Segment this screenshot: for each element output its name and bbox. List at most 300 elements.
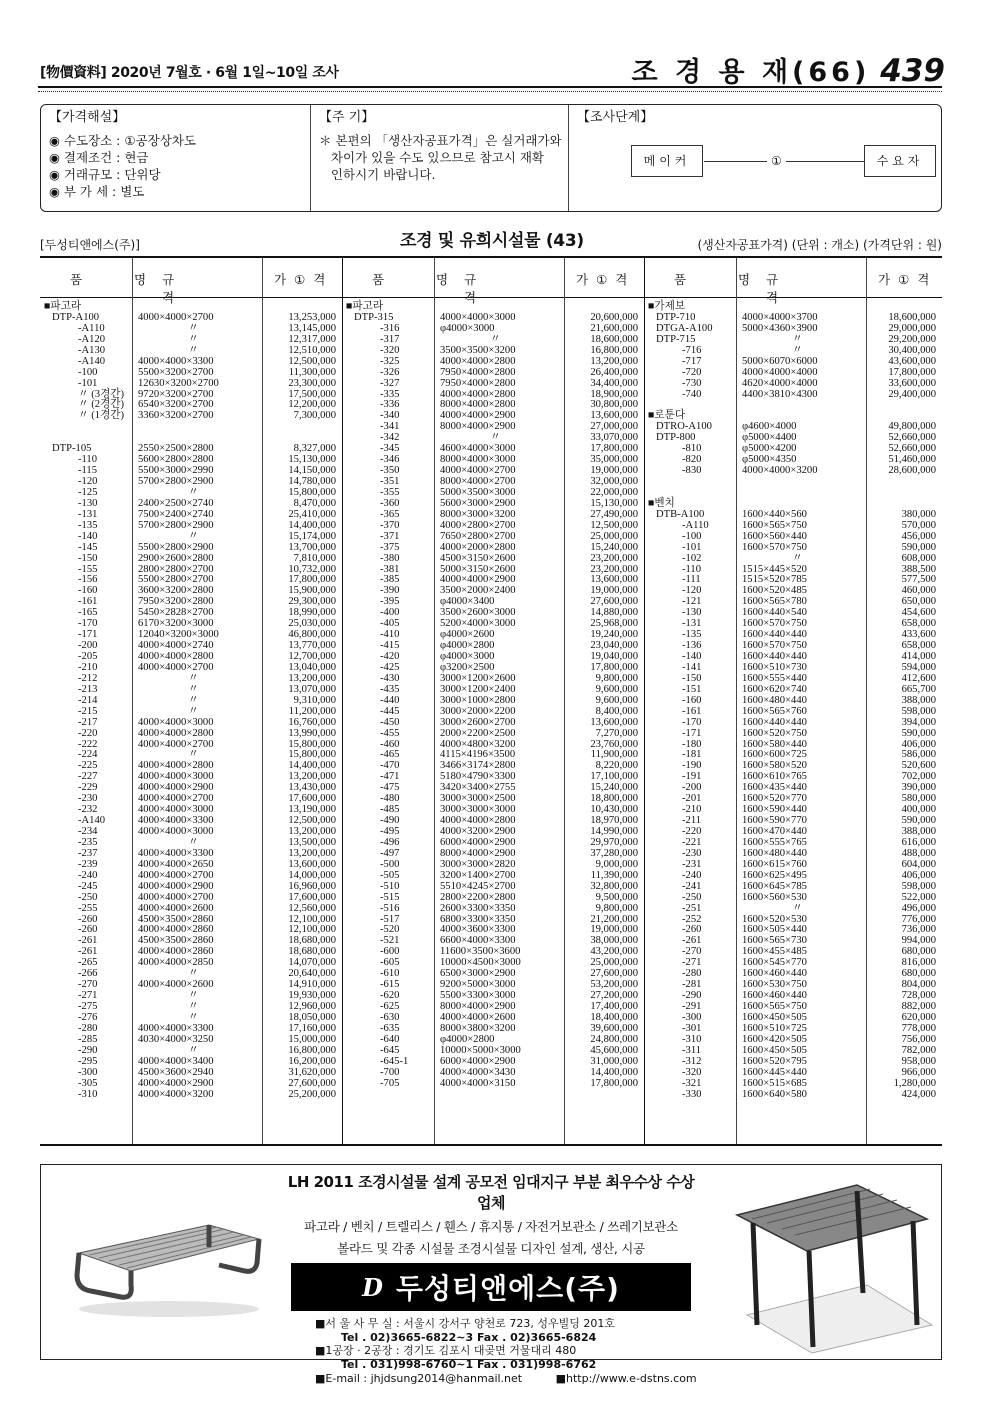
spec-cell: 9720×3200×2700 <box>138 388 214 400</box>
model-cell: -445 <box>380 705 400 717</box>
table-row <box>40 379 342 390</box>
model-cell: -350 <box>380 465 400 477</box>
price-cell: 29,200,000 <box>888 333 936 345</box>
model-cell: -326 <box>380 366 400 378</box>
spec-cell: 〃 <box>188 990 199 1002</box>
survey-stage-title: 【조사단계】 <box>577 110 654 125</box>
spec-cell: 1600×440×540 <box>742 607 807 619</box>
table-row <box>342 1057 644 1068</box>
price-cell: 13,500,000 <box>288 836 336 848</box>
model-cell: -130 <box>78 497 98 509</box>
model-cell: -A140 <box>78 355 106 367</box>
header-issue-info: [物價資料] 2020년 7월호 · 6월 1일~10일 조사 <box>40 65 339 81</box>
model-cell: -151 <box>682 683 702 695</box>
model-cell: -A140 <box>78 815 106 827</box>
table-row <box>342 882 644 893</box>
spec-cell: 1600×440×440 <box>742 716 807 728</box>
price-cell: 13,040,000 <box>288 661 336 673</box>
model-cell: -490 <box>380 815 400 827</box>
advertisement <box>40 1164 942 1385</box>
price-cell: 30,800,000 <box>590 399 638 411</box>
model-cell: -600 <box>380 946 400 958</box>
spec-cell: 〃 <box>188 694 199 706</box>
stage-marker: ① <box>767 153 786 170</box>
model-cell: -380 <box>380 552 400 564</box>
model-cell: -261 <box>78 935 98 947</box>
price-cell: 570,000 <box>901 519 936 531</box>
price-cell: 13,600,000 <box>590 574 638 586</box>
category-title: 조 경 용 재(66) <box>631 57 871 88</box>
spec-cell: 1600×565×750 <box>742 519 807 531</box>
price-cell: 15,900,000 <box>288 585 336 597</box>
model-cell: -205 <box>78 651 98 662</box>
price-cell: 958,000 <box>901 1055 936 1067</box>
price-cell: 32,800,000 <box>590 880 638 892</box>
price-cell: 594,000 <box>901 661 936 673</box>
model-cell: ■파고라 <box>44 301 82 312</box>
spec-cell: 5180×4790×3300 <box>440 771 516 783</box>
spec-cell: 〃 <box>792 552 803 564</box>
model-cell: -305 <box>78 1077 98 1089</box>
price-cell: 412,600 <box>901 672 936 684</box>
price-cell: 39,600,000 <box>590 1022 638 1034</box>
price-cell: 702,000 <box>901 771 936 783</box>
spec-cell: 5000×6070×6000 <box>742 355 818 367</box>
spec-cell: 5200×4000×3000 <box>440 618 516 630</box>
price-cell: 17,800,000 <box>288 574 336 586</box>
price-cell: 11,900,000 <box>590 749 638 761</box>
table-row <box>40 1090 342 1101</box>
spec-cell: 3466×3174×2800 <box>440 760 516 772</box>
spec-cell: 〃 <box>188 1011 199 1023</box>
model-cell: -291 <box>682 1001 702 1012</box>
model-cell: -345 <box>380 443 400 455</box>
spec-cell: φ4000×3400 <box>440 596 495 608</box>
spec-cell: 6170×3200×3000 <box>138 618 214 630</box>
price-cell: 15,240,000 <box>590 541 638 553</box>
model-cell: -110 <box>78 454 98 466</box>
table-row <box>342 707 644 718</box>
note-title: 【주 기】 <box>319 110 375 125</box>
table-row <box>40 543 342 554</box>
spec-cell: 2800×2200×2800 <box>440 891 516 903</box>
price-cell: 13,700,000 <box>288 541 336 553</box>
ad-products: 파고라 / 벤치 / 트렐리스 / 휀스 / 휴지통 / 자전거보관소 / 쓰레기보관소 <box>304 1219 678 1234</box>
table-row <box>644 1068 942 1079</box>
price-cell: 9,310,000 <box>293 694 336 706</box>
price-cell: 14,150,000 <box>288 465 336 477</box>
spec-cell: 6540×3200×2700 <box>138 399 214 411</box>
price-cell: 33,600,000 <box>888 377 936 389</box>
price-cell: 12,510,000 <box>288 344 336 356</box>
price-cell: 388,500 <box>901 563 936 575</box>
price-cell: 488,000 <box>901 847 936 859</box>
model-cell: -517 <box>380 913 400 925</box>
price-cell: 10,732,000 <box>288 563 336 575</box>
price-cell: 13,070,000 <box>288 683 336 695</box>
price-table <box>40 256 942 1146</box>
price-cell: 12,700,000 <box>288 651 336 662</box>
spec-cell: 1600×620×740 <box>742 683 807 695</box>
model-cell: -180 <box>682 738 702 750</box>
spec-cell: 1600×590×440 <box>742 804 807 816</box>
spec-cell: 1600×565×750 <box>742 1001 807 1012</box>
model-cell: -820 <box>682 454 702 466</box>
price-cell: 27,000,000 <box>590 421 638 433</box>
spec-cell: 4000×4800×3200 <box>440 738 516 750</box>
price-cell: 45,600,000 <box>590 1044 638 1056</box>
model-cell: -505 <box>380 869 400 881</box>
table-row <box>342 379 644 390</box>
model-cell: -320 <box>682 1066 702 1078</box>
spec-cell: 10000×4500×3000 <box>440 957 521 969</box>
model-cell: -355 <box>380 486 400 498</box>
price-cell: 8,327,000 <box>293 443 336 455</box>
header-cell: 가 ① 격 <box>576 272 630 287</box>
model-cell: ■벤치 <box>648 497 675 509</box>
table-row <box>644 379 942 390</box>
price-cell: 14,990,000 <box>590 826 638 837</box>
model-cell: -341 <box>380 421 400 433</box>
survey-stage <box>569 105 941 211</box>
table-row <box>644 707 942 718</box>
price-cell: 394,000 <box>901 716 936 728</box>
table-column-1 <box>40 258 342 1144</box>
table-row <box>40 422 342 433</box>
model-cell: -270 <box>78 979 98 991</box>
price-cell: 14,880,000 <box>590 607 638 619</box>
price-cell: 424,000 <box>901 1088 936 1100</box>
spec-cell: 8000×4000×2900 <box>440 421 516 433</box>
table-row <box>644 729 942 740</box>
price-cell: 25,000,000 <box>590 957 638 969</box>
price-cell: 7,810,000 <box>293 552 336 564</box>
spec-cell: 5500×2800×2900 <box>138 541 214 553</box>
price-cell: 15,000,000 <box>288 1033 336 1045</box>
ad-email: ■E-mail : jhjdsung2014@hanmail.net <box>315 1372 523 1385</box>
spec-cell: 5600×2800×2800 <box>138 454 214 466</box>
model-cell: -717 <box>682 355 702 367</box>
table-row <box>40 904 342 915</box>
spec-cell: 1600×560×530 <box>742 891 807 903</box>
spec-cell: 4000×4000×3300 <box>138 355 214 367</box>
price-cell: 13,200,000 <box>590 355 638 367</box>
price-cell: 13,600,000 <box>590 410 638 422</box>
price-cell: 390,000 <box>901 782 936 794</box>
price-cell: 590,000 <box>901 541 936 553</box>
model-cell: -101 <box>682 541 702 553</box>
price-cell: 38,000,000 <box>590 935 638 947</box>
spec-cell: 4000×4000×3200 <box>742 465 818 477</box>
table-row <box>342 532 644 543</box>
price-cell: 11,200,000 <box>288 705 336 717</box>
model-cell: -425 <box>380 661 400 673</box>
spec-cell: 6500×3000×2900 <box>440 968 516 980</box>
price-cell: 736,000 <box>901 924 936 936</box>
model-cell: -520 <box>380 924 400 936</box>
table-rows <box>40 302 342 1100</box>
model-cell: -405 <box>380 618 400 630</box>
model-cell: DTP-105 <box>52 443 92 455</box>
spec-cell: 1600×530×750 <box>742 979 807 991</box>
spec-cell: φ4000×2800 <box>440 1033 495 1045</box>
spec-cell: 2600×3300×3350 <box>440 902 516 914</box>
spec-cell: 1600×520×770 <box>742 793 807 805</box>
price-cell: 21,600,000 <box>590 322 638 334</box>
spec-cell: φ4000×2800 <box>440 640 495 652</box>
header-cell: 품 명 <box>372 272 473 287</box>
seoul-office: ■서 울 사 무 실 : 서울시 강서구 양천로 723, 성우빌딩 201호 <box>315 1317 615 1330</box>
price-cell: 12,100,000 <box>288 913 336 925</box>
spec-cell: 12040×3200×3000 <box>138 629 219 641</box>
model-cell: -495 <box>380 826 400 837</box>
price-cell: 17,160,000 <box>288 1022 336 1034</box>
model-cell: -220 <box>78 727 98 739</box>
model-cell: -227 <box>78 771 98 783</box>
spec-cell: 5450×2828×2700 <box>138 607 214 619</box>
spec-cell: 4000×3200×2900 <box>440 826 516 837</box>
model-cell: -330 <box>682 1088 702 1100</box>
price-cell: 586,000 <box>901 749 936 761</box>
spec-cell: 7650×2800×2700 <box>440 530 516 542</box>
model-cell: ■로툰다 <box>648 410 686 422</box>
model-cell: -232 <box>78 804 98 816</box>
price-cell: 18,900,000 <box>590 388 638 400</box>
model-cell: -160 <box>682 694 702 706</box>
spec-cell: 3000×1200×2600 <box>440 672 516 684</box>
model-cell: DTP-715 <box>656 333 696 345</box>
price-cell: 966,000 <box>901 1066 936 1078</box>
spec-cell: 4000×4000×4000 <box>742 366 818 378</box>
price-cell: 18,680,000 <box>288 935 336 947</box>
price-cell: 25,000,000 <box>590 530 638 542</box>
spec-cell: 4000×4000×2860 <box>138 946 214 958</box>
price-cell: 9,800,000 <box>595 672 638 684</box>
spec-cell: 〃 <box>188 1044 199 1056</box>
model-cell: -266 <box>78 968 98 980</box>
spec-cell: 8000×4000×3000 <box>440 454 516 466</box>
spec-cell: 4000×4000×2600 <box>138 979 214 991</box>
spec-cell: 4000×4000×3300 <box>138 847 214 859</box>
spec-cell: 4620×4000×4000 <box>742 377 818 389</box>
spec-cell: 6600×4000×3300 <box>440 935 516 947</box>
price-cell: 17,800,000 <box>888 366 936 378</box>
table-row <box>342 543 644 554</box>
spec-cell: 5700×2800×2900 <box>138 519 214 531</box>
table-row <box>40 893 342 904</box>
price-cell: 620,000 <box>901 1011 936 1023</box>
price-cell: 406,000 <box>901 738 936 750</box>
spec-cell: 8000×3000×3200 <box>440 508 516 520</box>
model-cell: -230 <box>78 793 98 805</box>
model-cell: -317 <box>380 333 400 345</box>
spec-cell: 4000×4000×2800 <box>138 760 214 772</box>
spec-cell: 4000×4000×2800 <box>138 727 214 739</box>
model-cell: -320 <box>380 344 400 356</box>
model-cell: -276 <box>78 1011 98 1023</box>
spec-cell: 4000×2000×2800 <box>440 541 516 553</box>
price-cell: 9,600,000 <box>595 683 638 695</box>
model-cell: -335 <box>380 388 400 400</box>
price-cell: 18,400,000 <box>590 1011 638 1023</box>
spec-cell: 4000×4000×2900 <box>440 574 516 586</box>
price-cell: 12,100,000 <box>288 924 336 936</box>
model-cell: -645 <box>380 1044 400 1056</box>
model-cell: -234 <box>78 826 98 837</box>
table-row <box>342 904 644 915</box>
model-cell: -190 <box>682 760 702 772</box>
price-cell: 13,190,000 <box>288 804 336 816</box>
model-cell: -150 <box>78 552 98 564</box>
spec-cell: 4000×4000×3300 <box>138 815 214 827</box>
model-cell: -165 <box>78 607 98 619</box>
table-row <box>40 1079 342 1090</box>
spec-cell: 4000×4000×3000 <box>440 311 516 323</box>
spec-cell: 4600×4000×3000 <box>440 443 516 455</box>
spec-cell: φ4000×3000 <box>440 322 495 334</box>
model-cell: -275 <box>78 1001 98 1012</box>
spec-cell: 4500×3150×2600 <box>440 552 516 564</box>
table-row <box>644 1090 942 1101</box>
model-cell: -310 <box>682 1033 702 1045</box>
spec-cell: 5510×4245×2700 <box>440 880 516 892</box>
price-cell: 14,400,000 <box>590 1066 638 1078</box>
model-cell: -240 <box>78 869 98 881</box>
model-cell: -200 <box>78 640 98 652</box>
model-cell: -516 <box>380 902 400 914</box>
model-cell: -201 <box>682 793 702 805</box>
table-row <box>40 532 342 543</box>
model-cell: -381 <box>380 563 400 575</box>
table-row <box>644 1057 942 1068</box>
model-cell: -250 <box>682 891 702 903</box>
spec-cell: 4000×4000×2900 <box>138 1077 214 1089</box>
model-cell: -241 <box>682 880 702 892</box>
spec-cell: 3000×1200×2400 <box>440 683 516 695</box>
price-cell: 18,800,000 <box>590 793 638 805</box>
price-cell: 580,000 <box>901 793 936 805</box>
model-cell: -261 <box>682 935 702 947</box>
model-cell: -615 <box>380 979 400 991</box>
price-cell: 414,000 <box>901 651 936 662</box>
header-rule <box>38 86 942 92</box>
spec-cell: 1600×420×505 <box>742 1033 807 1045</box>
price-cell: 46,800,000 <box>288 629 336 641</box>
table-row <box>342 729 644 740</box>
model-cell: -260 <box>682 924 702 936</box>
model-cell: -200 <box>682 782 702 794</box>
spec-cell: 4000×4000×2740 <box>138 640 214 652</box>
spec-cell: 1515×520×785 <box>742 574 807 586</box>
price-cell: 19,000,000 <box>590 465 638 477</box>
price-cell: 13,200,000 <box>288 826 336 837</box>
spec-cell: 1600×520×530 <box>742 913 807 925</box>
model-cell: -280 <box>78 1022 98 1034</box>
table-row <box>644 904 942 915</box>
price-cell: 20,600,000 <box>590 311 638 323</box>
model-cell: -120 <box>682 585 702 597</box>
spec-cell: 〃 <box>188 683 199 695</box>
spec-cell: 1600×580×520 <box>742 760 807 772</box>
model-cell: -240 <box>682 869 702 881</box>
model-cell: -220 <box>682 826 702 837</box>
spec-cell: 3000×3000×2500 <box>440 793 516 805</box>
price-cell: 598,000 <box>901 880 936 892</box>
model-cell: -265 <box>78 957 98 969</box>
model-cell: -465 <box>380 749 400 761</box>
note-line: 차이가 있을 수도 있으므로 참고시 재확 <box>319 150 544 165</box>
company-tag: [두성티앤에스(주)] <box>40 238 140 252</box>
model-cell: -351 <box>380 476 400 487</box>
model-cell: -410 <box>380 629 400 641</box>
table-row <box>644 554 942 565</box>
spec-cell: 4000×4000×2800 <box>138 651 214 662</box>
model-cell: -625 <box>380 1001 400 1012</box>
spec-cell: 1600×520×485 <box>742 585 807 597</box>
model-cell: -213 <box>78 683 98 695</box>
spec-cell: 4000×4000×2700 <box>138 793 214 805</box>
spec-cell: 3500×2000×2400 <box>440 585 516 597</box>
price-cell: 590,000 <box>901 727 936 739</box>
price-cell: 18,600,000 <box>888 311 936 323</box>
spec-cell: 〃 <box>792 333 803 345</box>
spec-cell: 4500×3600×2940 <box>138 1066 214 1078</box>
spec-cell: 〃 <box>188 333 199 345</box>
price-cell: 18,050,000 <box>288 1011 336 1023</box>
spec-cell: 1600×565×730 <box>742 935 807 947</box>
model-cell: -280 <box>682 968 702 980</box>
table-header <box>40 258 342 305</box>
price-cell: 14,400,000 <box>288 519 336 531</box>
model-cell: -150 <box>682 672 702 684</box>
price-explanation-title: 【가격해설】 <box>49 110 126 125</box>
model-cell: -136 <box>682 640 702 652</box>
spec-cell: 4000×4000×3430 <box>440 1066 516 1078</box>
spec-cell: 〃 <box>188 672 199 684</box>
model-cell: -497 <box>380 847 400 859</box>
table-row <box>40 1057 342 1068</box>
price-cell: 13,770,000 <box>288 640 336 652</box>
table-row <box>644 400 942 411</box>
model-cell: -235 <box>78 836 98 848</box>
page-number: 439 <box>880 53 945 89</box>
spec-cell: 7950×4000×2800 <box>440 377 516 389</box>
model-cell: DTB-A100 <box>656 508 705 520</box>
spec-cell: 〃 <box>188 344 199 356</box>
price-cell: 27,490,000 <box>590 508 638 520</box>
spec-cell: 2400×2500×2740 <box>138 497 214 509</box>
price-cell: 778,000 <box>901 1022 936 1034</box>
info-box <box>40 104 942 212</box>
spec-cell: 1600×625×495 <box>742 869 807 881</box>
spec-cell: 4000×4000×2700 <box>138 311 214 323</box>
price-cell: 33,070,000 <box>590 432 638 444</box>
model-cell: -A110 <box>78 322 105 334</box>
model-cell: -630 <box>380 1011 400 1023</box>
spec-cell: 8000×4000×2800 <box>440 399 516 411</box>
model-cell: -610 <box>380 968 400 980</box>
model-cell: -371 <box>380 530 400 542</box>
spec-cell: 〃 <box>792 902 803 914</box>
consumer-box: 수요자 <box>864 145 936 177</box>
table-row <box>342 1079 644 1090</box>
spec-cell: 3000×3000×3000 <box>440 804 516 816</box>
model-cell: -250 <box>78 891 98 903</box>
model-cell: -342 <box>380 432 400 444</box>
price-cell: 53,200,000 <box>590 979 638 991</box>
model-cell: -470 <box>380 760 400 772</box>
price-cell: 13,600,000 <box>288 858 336 870</box>
